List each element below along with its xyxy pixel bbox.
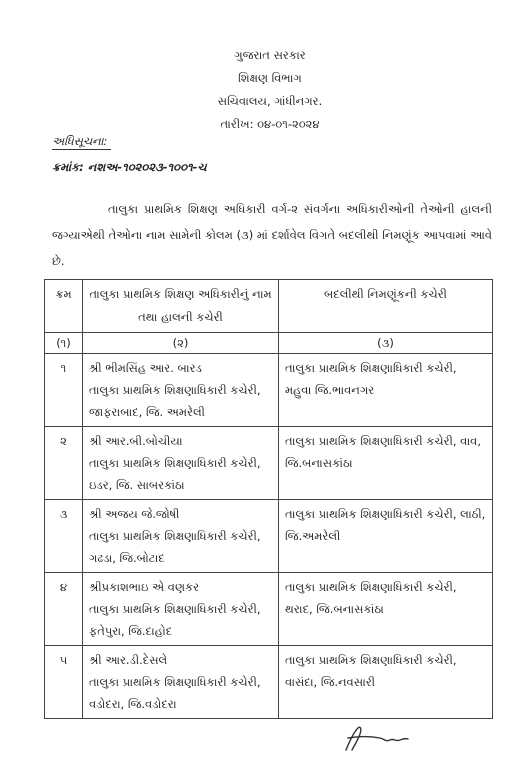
- col-index-2: (૨): [83, 333, 279, 354]
- new-office: તાલુકા પ્રાથમિક શિક્ષણાધિકારી કચેરી, વાવ, જિ.બનાસકાંઠા: [279, 427, 493, 500]
- new-office: તાલુકા પ્રાથમિક શિક્ષણાધિકારી કચેરી, થરાદ, જિ.બનાસકાંઠા: [279, 573, 493, 646]
- col-header-officer: તાલુકા પ્રાથમિક શિક્ષણ અધિકારીનું નામ તથા હાલની કચેરી: [83, 280, 279, 333]
- intro-paragraph: તાલુકા પ્રાથમિક શિક્ષણ અધિકારી વર્ગ-૨ સંવર્ગના અધિકારીઓની તેઓની હાલની જગ્યાએથી તેઓના નામ સામેની કોલમ (૩) માં દર્શાવેલ વિગતે બદલીથી નિમણૂંક આપવામાં આવે છે.: [52, 202, 492, 268]
- current-office: તાલુકા પ્રાથમિક શિક્ષણાધિકારી કચેરી, ફતેપુરા, જિ.દાહોદ: [89, 602, 261, 638]
- transfer-table: [44, 279, 493, 719]
- table-row: [45, 646, 493, 719]
- current-office: તાલુકા પ્રાથમિક શિક્ષણાધિકારી કચેરી, ઇડર, જિ. સાબરકાંઠા: [89, 456, 261, 492]
- notification-label: અધિસૂચના:: [52, 134, 111, 150]
- government-name: ગુજરાત સરકાર: [234, 48, 306, 62]
- officer-name: શ્રી ભીમસિંહ આર. બારડ: [89, 361, 202, 375]
- current-office: તાલુકા પ્રાથમિક શિક્ષણાધિકારી કચેરી, વડોદરા, જિ.વડોદરા: [89, 675, 261, 711]
- department-name: શિક્ષણ વિભાગ: [238, 71, 302, 85]
- officer-cell: [83, 500, 279, 573]
- table-row: [45, 573, 493, 646]
- table-row: [45, 354, 493, 427]
- col-header-serial: ક્રમ: [45, 280, 83, 333]
- new-office: તાલુકા પ્રાથમિક શિક્ષણાધિકારી કચેરી, વાસંદા, જિ.નવસારી: [279, 646, 493, 719]
- officer-cell: [83, 427, 279, 500]
- office-address: સચિવાલય, ગાંધીનગર.: [217, 94, 323, 108]
- table-row: [45, 427, 493, 500]
- col-index-1: (૧): [45, 333, 83, 354]
- new-office: તાલુકા પ્રાથમિક શિક્ષણાધિકારી કચેરી, મહુવા જિ.ભાવનગર: [279, 354, 493, 427]
- order-number: ક્રમાંક: નશઅ-૧૦૨૦૨૩-૧૦૦૧-ચ: [52, 160, 207, 174]
- row-serial: ૪: [45, 573, 83, 646]
- row-serial: ૫: [45, 646, 83, 719]
- row-serial: ૧: [45, 354, 83, 427]
- officer-cell: [83, 573, 279, 646]
- document-date: તારીખ: ૦૪-૦૧-૨૦૨૪: [220, 117, 320, 131]
- table-header-row: [45, 280, 493, 333]
- officer-name: શ્રી આર.બી.બોચીયા: [89, 434, 183, 448]
- current-office: તાલુકા પ્રાથમિક શિક્ષણાધિકારી કચેરી, જાફરાબાદ, જિ. અમરેલી: [89, 383, 261, 419]
- current-office: તાલુકા પ્રાથમિક શિક્ષણાધિકારી કચેરી, ગઢડા, જિ.બોટાદ: [89, 529, 261, 565]
- col-index-3: (૩): [279, 333, 493, 354]
- document-header: [150, 44, 390, 136]
- officer-name: શ્રીપ્રકાશભાઇ એ વણકર: [89, 580, 200, 594]
- table-index-row: [45, 333, 493, 354]
- row-serial: ૨: [45, 427, 83, 500]
- new-office: તાલુકા પ્રાથમિક શિક્ષણાધિકારી કચેરી, લાઠી, જિ.અમરેલી: [279, 500, 493, 573]
- table-row: [45, 500, 493, 573]
- row-serial: ૩: [45, 500, 83, 573]
- officer-name: શ્રી અજય જે.જોષી: [89, 507, 180, 521]
- officer-name: શ્રી આર.ડી.દેસલે: [89, 653, 168, 667]
- handwritten-signature-icon: [340, 722, 410, 756]
- col-header-new-office: બદલીથી નિમણૂંકની કચેરી: [279, 280, 493, 333]
- officer-cell: [83, 646, 279, 719]
- officer-cell: [83, 354, 279, 427]
